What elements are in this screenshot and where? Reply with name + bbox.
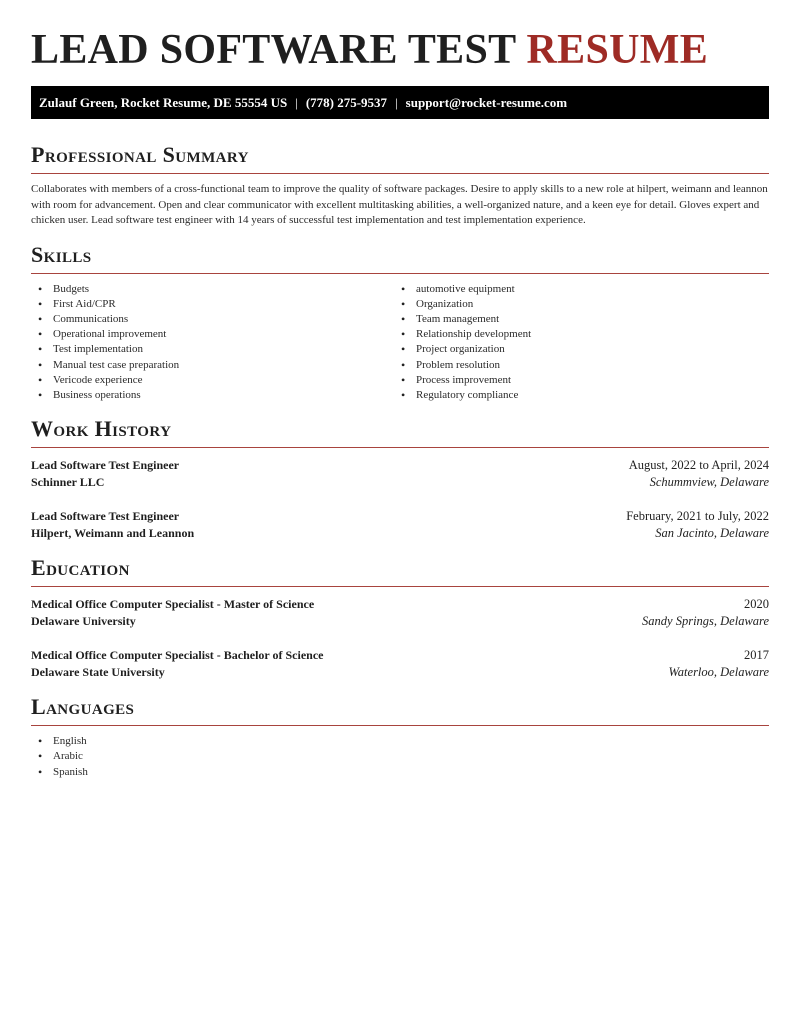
skills-heading: Skills — [31, 242, 769, 274]
skill-item: • Team management — [394, 312, 757, 327]
skill-item: • Manual test case preparation — [31, 358, 394, 373]
education-entry — [31, 647, 769, 681]
education-entry — [31, 596, 769, 630]
work-entry-row — [31, 508, 769, 525]
skill-item: • Organization — [394, 297, 757, 312]
summary-section — [31, 142, 769, 229]
company-name: Hilpert, Weimann and Leannon — [31, 526, 195, 541]
skill-item: • Relationship development — [394, 327, 757, 342]
education-entry-row — [31, 596, 769, 613]
contact-phone[interactable]: (778) 275-9537 — [305, 95, 388, 110]
contact-separator: | — [395, 95, 398, 110]
school-name: Delaware University — [31, 614, 136, 629]
work-section — [31, 416, 769, 542]
contact-separator: | — [295, 95, 298, 110]
skill-item: • Vericode experience — [31, 373, 394, 388]
skills-list-right — [394, 282, 757, 404]
work-entry-row — [31, 474, 769, 491]
skill-item: • Test implementation — [31, 342, 394, 357]
job-title: Lead Software Test Engineer — [31, 509, 180, 524]
skills-columns — [31, 282, 769, 404]
education-entry-row — [31, 664, 769, 681]
contact-address: Zulauf Green, Rocket Resume, DE 55554 US — [39, 95, 288, 110]
skill-item: • Problem resolution — [394, 358, 757, 373]
education-entry-row — [31, 647, 769, 664]
skill-item: • Communications — [31, 312, 394, 327]
contact-bar — [31, 86, 769, 119]
title-accent: RESUME — [526, 27, 709, 73]
work-heading: Work History — [31, 416, 769, 448]
company-name: Schinner LLC — [31, 475, 105, 490]
language-item: • English — [31, 734, 769, 749]
job-location: San Jacinto, Delaware — [655, 526, 769, 541]
title-main: LEAD SOFTWARE TEST — [31, 27, 516, 73]
resume-title — [31, 0, 769, 86]
skill-item: • Operational improvement — [31, 327, 394, 342]
job-title: Lead Software Test Engineer — [31, 458, 180, 473]
work-entry — [31, 508, 769, 542]
job-dates: February, 2021 to July, 2022 — [626, 509, 769, 524]
languages-heading: Languages — [31, 694, 769, 726]
graduation-year: 2020 — [744, 597, 769, 612]
school-location: Waterloo, Delaware — [668, 665, 769, 680]
summary-text: Collaborates with members of a cross-functional team to improve the quality of software packages. Desire to apply skills to a new role at hilpert, weimann and leannon with room for advancement. Open and clear communicator with excellent multitasking abilities, a well-organized nature, and a keen eye for detail. Gloves expert and chicken user. Lead software test engineer with 14 years of successful test implementation and test implementation experience. — [31, 183, 768, 226]
education-section — [31, 555, 769, 681]
education-heading: Education — [31, 555, 769, 587]
skill-item: • Budgets — [31, 282, 394, 297]
degree: Medical Office Computer Specialist - Master of Science — [31, 597, 315, 612]
skills-section — [31, 242, 769, 404]
language-item: • Spanish — [31, 765, 769, 780]
education-entry-row — [31, 613, 769, 630]
work-entry — [31, 457, 769, 491]
skill-item: • Project organization — [394, 342, 757, 357]
work-entry-row — [31, 457, 769, 474]
language-item: • Arabic — [31, 749, 769, 764]
graduation-year: 2017 — [744, 648, 769, 663]
contact-email[interactable]: support@rocket-resume.com — [405, 95, 568, 110]
job-location: Schummview, Delaware — [649, 475, 769, 490]
skill-item: • Regulatory compliance — [394, 388, 757, 403]
work-entry-row — [31, 525, 769, 542]
skill-item: • Business operations — [31, 388, 394, 403]
languages-section — [31, 694, 769, 780]
work-entries — [31, 457, 769, 542]
school-name: Delaware State University — [31, 665, 165, 680]
skill-item: • automotive equipment — [394, 282, 757, 297]
skill-item: • Process improvement — [394, 373, 757, 388]
job-dates: August, 2022 to April, 2024 — [628, 458, 769, 473]
degree: Medical Office Computer Specialist - Bachelor of Science — [31, 648, 324, 663]
summary-heading: Professional Summary — [31, 142, 769, 174]
languages-list — [31, 734, 769, 780]
resume-page — [31, 0, 769, 780]
skills-list-left — [31, 282, 394, 404]
education-entries — [31, 596, 769, 681]
skill-item: • First Aid/CPR — [31, 297, 394, 312]
school-location: Sandy Springs, Delaware — [642, 614, 769, 629]
